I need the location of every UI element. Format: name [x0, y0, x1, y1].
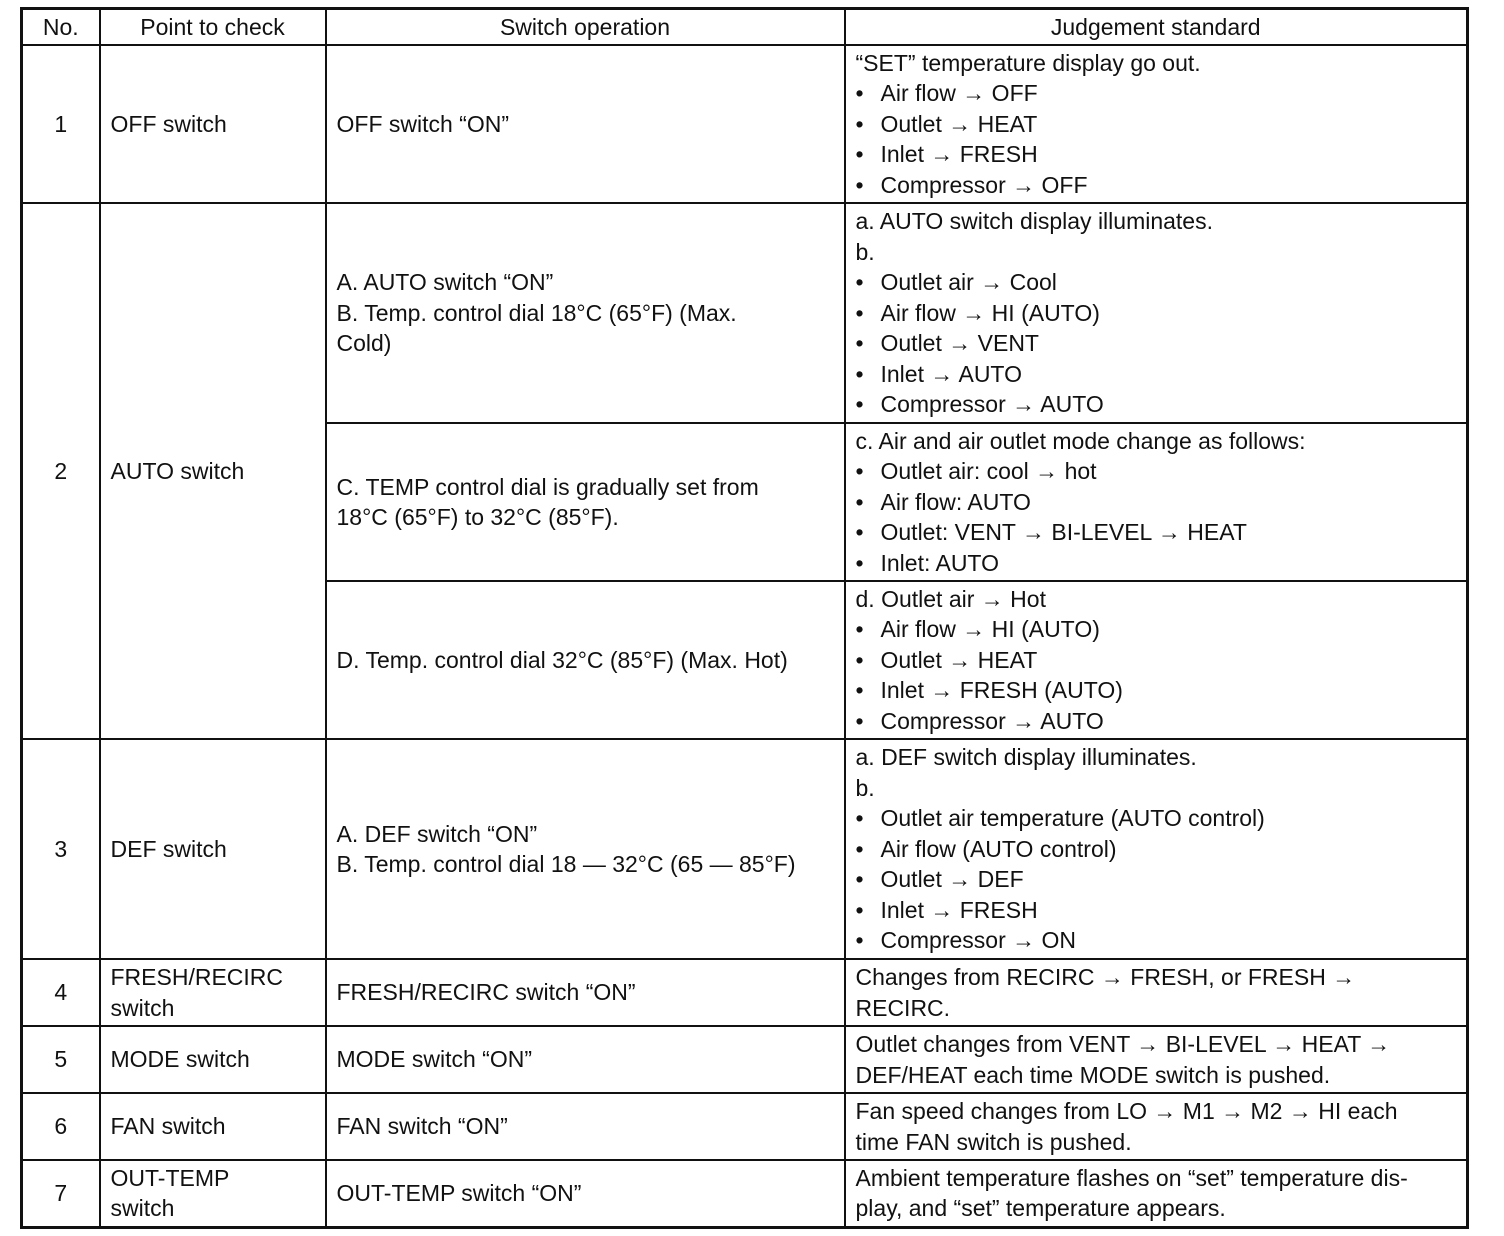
judgement-line: play, and “set” temperature appears. [855, 1195, 1226, 1222]
judgement-bullet: • Inlet → FRESH (AUTO) [856, 675, 1457, 706]
judgement-bullet: • Air flow: AUTO [856, 487, 1457, 518]
judgement-line: Fan speed changes from LO → M1 → M2 → HI each [855, 1098, 1398, 1124]
point-to-check [100, 1160, 326, 1227]
point-to-check: AUTO switch [100, 203, 326, 739]
header-judgement-standard: Judgement standard [845, 9, 1468, 46]
switch-operation [326, 739, 845, 959]
judgement-line: Ambient temperature flashes on “set” temperature dis- [855, 1164, 1408, 1191]
judgement-standard [845, 1160, 1468, 1227]
operation-line: Cold) [336, 330, 392, 357]
table-row [22, 45, 1468, 203]
judgement-bullet: • Outlet → HEAT [856, 645, 1457, 676]
point-to-check: MODE switch [100, 1026, 326, 1093]
switch-operation [326, 45, 845, 203]
judgement-standard [845, 45, 1468, 203]
table-row [22, 1160, 1468, 1227]
point-to-check: OFF switch [100, 45, 326, 203]
header-row [22, 9, 1468, 46]
operation-line: A. AUTO switch “ON” [336, 269, 554, 296]
switch-operation [326, 1093, 845, 1160]
point-line: switch [110, 994, 175, 1021]
switch-operation [326, 423, 845, 581]
operation-line: A. DEF switch “ON” [336, 820, 538, 847]
judgement-bullet: • Air flow → HI (AUTO) [856, 298, 1457, 329]
operation-line: OUT-TEMP switch “ON” [336, 1180, 582, 1206]
table-row [22, 1026, 1468, 1093]
judgement-bullet: • Air flow → HI (AUTO) [856, 614, 1457, 645]
judgement-line: d. Outlet air → Hot [855, 585, 1046, 612]
switch-operation [326, 203, 845, 423]
judgement-bullet: • Air flow (AUTO control) [856, 834, 1457, 865]
judgement-bullet: • Outlet air: cool → hot [856, 456, 1457, 487]
judgement-standard [845, 1093, 1468, 1160]
judgement-bullet: • Outlet → VENT [856, 328, 1457, 359]
judgement-bullet: • Inlet → AUTO [856, 359, 1457, 390]
point-line: switch [110, 1195, 175, 1222]
judgement-bullet: • Inlet → FRESH [856, 895, 1457, 926]
judgement-standard [845, 1026, 1468, 1093]
judgement-line: c. Air and air outlet mode change as follows: [855, 427, 1306, 454]
judgement-bullet: • Compressor → AUTO [856, 706, 1457, 737]
judgement-line: DEF/HEAT each time MODE switch is pushed. [855, 1061, 1331, 1088]
operation-line: MODE switch “ON” [336, 1046, 532, 1073]
point-to-check: FAN switch [100, 1093, 326, 1160]
judgement-bullet: • Inlet → FRESH [856, 139, 1457, 170]
operation-line: C. TEMP control dial is gradually set from [336, 473, 759, 500]
table-row [22, 739, 1468, 959]
header-no: No. [22, 9, 100, 46]
judgement-line: Changes from RECIRC → FRESH, or FRESH → [855, 964, 1356, 990]
judgement-line: b. [855, 238, 875, 265]
judgement-standard [845, 739, 1468, 959]
judgement-standard [845, 959, 1468, 1026]
judgement-line: a. AUTO switch display illuminates. [855, 208, 1213, 235]
judgement-bullet: • Outlet: VENT → BI-LEVEL → HEAT [856, 517, 1457, 548]
judgement-bullet: • Compressor → OFF [856, 170, 1457, 201]
switch-operation [326, 1026, 845, 1093]
judgement-line: Outlet changes from VENT → BI-LEVEL → HEAT → [855, 1031, 1391, 1057]
header-point-to-check: Point to check [100, 9, 326, 46]
row-number: 5 [22, 1026, 100, 1093]
table-row [22, 959, 1468, 1026]
point-line: OUT-TEMP [110, 1164, 230, 1191]
switch-operation [326, 581, 845, 739]
switch-operation [326, 1160, 845, 1227]
operation-line: FAN switch “ON” [336, 1113, 508, 1140]
row-number: 3 [22, 739, 100, 959]
point-line: FRESH/RECIRC [110, 964, 284, 990]
header-switch-operation: Switch operation [326, 9, 845, 46]
judgement-standard [845, 203, 1468, 423]
operation-line: B. Temp. control dial 18°C (65°F) (Max. [336, 299, 737, 326]
point-to-check: DEF switch [100, 739, 326, 959]
row-number: 1 [22, 45, 100, 203]
judgement-line: a. DEF switch display illuminates. [855, 744, 1197, 771]
judgement-line: RECIRC. [855, 994, 951, 1021]
operation-line: 18°C (65°F) to 32°C (85°F). [336, 504, 619, 530]
judgement-bullet: • Inlet: AUTO [856, 548, 1457, 579]
operation-line: D. Temp. control dial 32°C (85°F) (Max. Hot) [336, 646, 788, 673]
judgement-standard [845, 581, 1468, 739]
row-number: 2 [22, 203, 100, 739]
judgement-line: time FAN switch is pushed. [855, 1128, 1132, 1155]
judgement-bullet: • Outlet air → Cool [856, 267, 1457, 298]
judgement-standard [845, 423, 1468, 581]
row-number: 6 [22, 1093, 100, 1160]
operation-line: B. Temp. control dial 18 — 32°C (65 — 85°F) [336, 851, 796, 877]
judgement-line: b. [855, 774, 875, 801]
operation-line: OFF switch “ON” [336, 110, 509, 137]
judgement-bullet: • Outlet air temperature (AUTO control) [856, 803, 1457, 834]
judgement-bullet: • Outlet → HEAT [856, 109, 1457, 140]
switch-check-table [20, 7, 1469, 1229]
switch-operation [326, 959, 845, 1026]
judgement-bullet: • Outlet → DEF [856, 864, 1457, 895]
row-number: 4 [22, 959, 100, 1026]
operation-line: FRESH/RECIRC switch “ON” [336, 979, 636, 1006]
row-number: 7 [22, 1160, 100, 1227]
judgement-bullet: • Compressor → ON [856, 925, 1457, 956]
judgement-bullet: • Compressor → AUTO [856, 389, 1457, 420]
table-row [22, 1093, 1468, 1160]
judgement-line: “SET” temperature display go out. [855, 49, 1201, 76]
table-row [22, 203, 1468, 423]
point-to-check [100, 959, 326, 1026]
judgement-bullet: • Air flow → OFF [856, 78, 1457, 109]
